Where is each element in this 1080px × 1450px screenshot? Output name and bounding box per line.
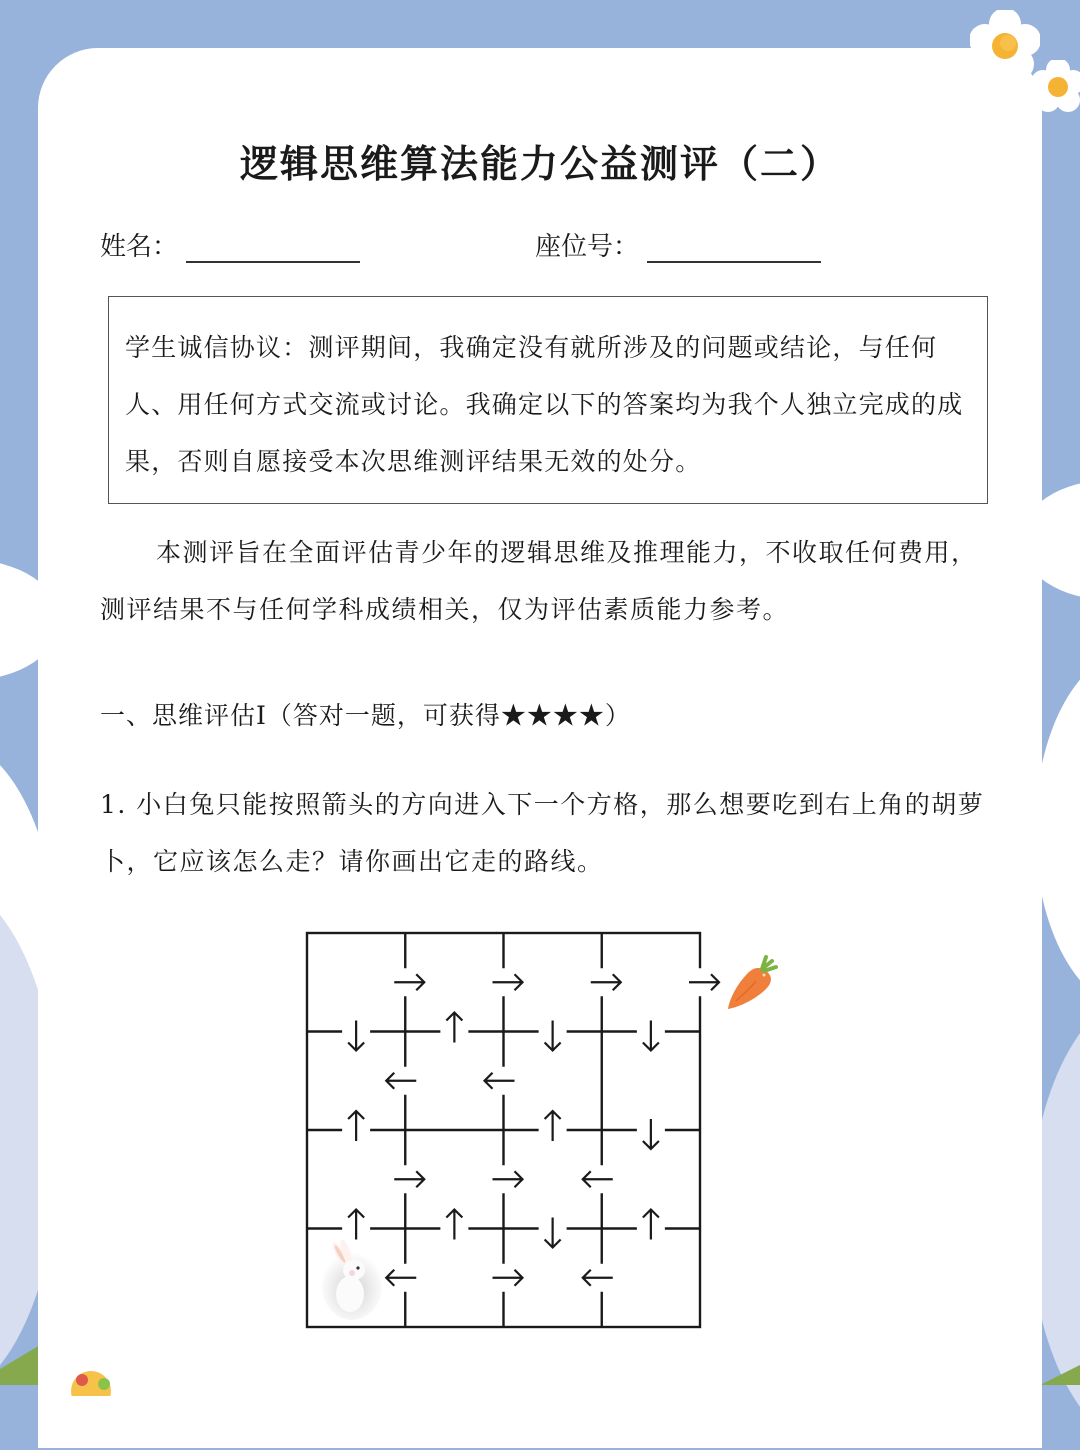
- arrow-left-icon: [583, 1270, 613, 1286]
- carrot-icon: [722, 955, 782, 1015]
- arrow-up-icon: [643, 1210, 659, 1240]
- arrow-up-icon: [446, 1013, 462, 1043]
- arrow-up-icon: [545, 1111, 561, 1141]
- arrow-left-icon: [583, 1171, 613, 1187]
- arrow-left-icon: [386, 1270, 416, 1286]
- name-label: 姓名：: [100, 232, 179, 262]
- arrow-down-icon: [545, 1218, 561, 1248]
- pledge-text: 学生诚信协议：测评期间，我确定没有就所涉及的问题或结论，与任何人、用任何方式交流或讨论。我确定以下的答案均为我个人独立完成的成果，否则自愿接受本次思维测评结果无效的处分。: [125, 333, 964, 476]
- bunny-icon: [322, 1240, 382, 1320]
- section-heading: 一、思维评估I（答对一题，可获得★★★★）: [100, 701, 631, 730]
- arrow-right-icon: [493, 1171, 523, 1187]
- question-1-text: 1. 小白兔只能按照箭头的方向进入下一个方格，那么想要吃到右上角的胡萝卜，它应该怎么走？请你画出它走的路线。: [100, 790, 985, 876]
- arrow-right-icon: [493, 1270, 523, 1286]
- arrow-down-icon: [545, 1021, 561, 1051]
- intro-paragraph: 本测评旨在全面评估青少年的逻辑思维及推理能力，不收取任何费用，测评结果不与任何学科成绩相关，仅为评估素质能力参考。: [100, 538, 978, 624]
- arrow-left-icon: [485, 1073, 515, 1089]
- arrow-right-icon: [394, 1171, 424, 1187]
- page-title: 逻辑思维算法能力公益测评（二）: [239, 141, 840, 186]
- arrow-up-icon: [446, 1210, 462, 1240]
- arrow-right-icon: [591, 974, 621, 990]
- arrow-down-icon: [643, 1021, 659, 1051]
- arrow-right-icon: [689, 974, 719, 990]
- arrow-left-icon: [386, 1073, 416, 1089]
- arrow-right-icon: [493, 974, 523, 990]
- arrow-up-icon: [348, 1210, 364, 1240]
- arrow-down-icon: [348, 1021, 364, 1051]
- arrow-right-icon: [394, 974, 424, 990]
- seat-label: 座位号：: [535, 232, 640, 262]
- arrow-up-icon: [348, 1111, 364, 1141]
- arrow-down-icon: [643, 1119, 659, 1149]
